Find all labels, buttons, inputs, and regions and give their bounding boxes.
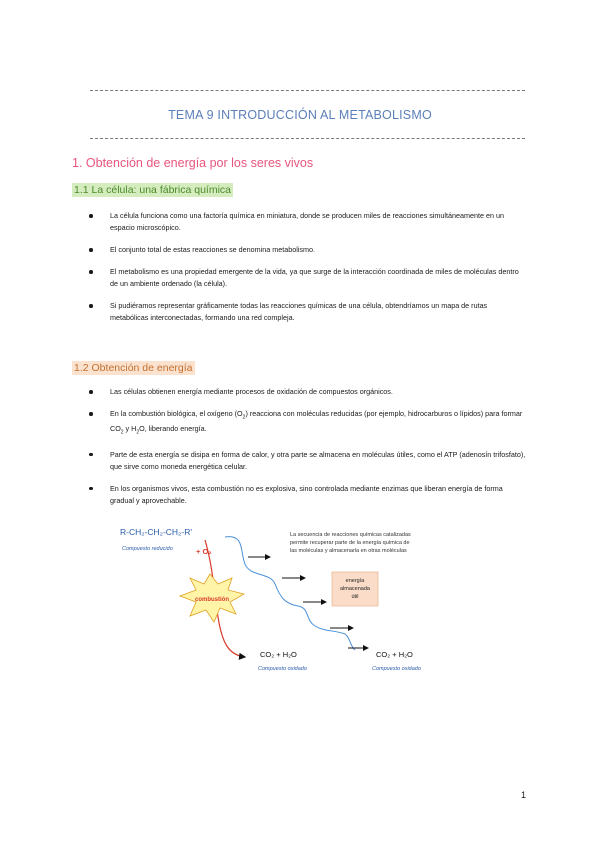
oxidized-label-1: Compuesto oxidado bbox=[258, 666, 307, 672]
title-rule bbox=[90, 138, 525, 139]
subsection-heading-energy: 1.2 Obtención de energía bbox=[74, 362, 193, 374]
list-item: Las células obtienen energía mediante procesos de oxidación de compuestos orgánicos. bbox=[72, 386, 527, 398]
list-item: El metabolismo es una propiedad emergente de la vida, ya que surge de la interacción coordinada de miles de moléculas dentro de un ambiente ordenado (la célula). bbox=[72, 266, 527, 290]
page-title: TEMA 9 INTRODUCCIÓN AL METABOLISMO bbox=[168, 108, 432, 122]
energy-box-line: energía bbox=[345, 578, 365, 584]
reduced-label: Compuesto reducido bbox=[122, 546, 173, 552]
product-gradual: CO₂ + H₂O bbox=[376, 650, 413, 659]
top-rule bbox=[90, 90, 525, 91]
combustion-label: combustión bbox=[195, 597, 229, 603]
product-combustion: CO₂ + H₂O bbox=[260, 650, 297, 659]
formula-reduced: R-CH₂-CH₂-CH₂-R' bbox=[120, 527, 192, 537]
energy-box-line: útil bbox=[351, 594, 359, 600]
list-item: En la combustión biológica, el oxígeno $(O_2)$ reacciona con moléculas reducidas (por ejemplo, hidrocarburos o lípidos) para formar $CO_2$ y $H_2O$, liberando energía. bbox=[72, 408, 527, 439]
description-line: las moléculas y almacenarla en otras moléculas bbox=[290, 548, 407, 554]
list-item: El conjunto total de estas reacciones se denomina metabolismo. bbox=[72, 244, 527, 256]
oxygen-label: + O₂ bbox=[196, 547, 212, 556]
subsection-heading-cell: 1.1 La célula: una fábrica química bbox=[74, 184, 232, 196]
description-line: permite recuperar parte de la energía química de bbox=[290, 540, 410, 546]
cell-bullet-list bbox=[72, 210, 527, 334]
list-item: En los organismos vivos, esta combustión no es explosiva, sino controlada mediante enzimas que liberan energía de forma gradual y aprovechable. bbox=[72, 483, 527, 507]
list-item: Si pudiéramos representar gráficamente todas las reacciones químicas de una célula, obtendríamos un mapa de rutas metabólicas interconectadas, formando una red compleja. bbox=[72, 300, 527, 324]
energy-box-line: almacenada bbox=[340, 586, 370, 592]
section-heading: 1. Obtención de energía por los seres vivos bbox=[72, 156, 314, 170]
list-item: La célula funciona como una factoría química en miniatura, donde se producen miles de reacciones simultáneamente en un espacio microscópico. bbox=[72, 210, 527, 234]
oxidized-label-2: Compuesto oxidado bbox=[372, 666, 421, 672]
combustion-diagram bbox=[110, 522, 440, 682]
page-number: 1 bbox=[520, 790, 526, 800]
energy-bullet-list bbox=[72, 386, 527, 517]
description-line: La secuencia de reacciones químicas catalizadas bbox=[290, 532, 411, 538]
list-item: Parte de esta energía se disipa en forma de calor, y otra parte se almacena en moléculas útiles, como el ATP (adenosín trifosfato), que sirve como moneda energética celular. bbox=[72, 449, 527, 473]
